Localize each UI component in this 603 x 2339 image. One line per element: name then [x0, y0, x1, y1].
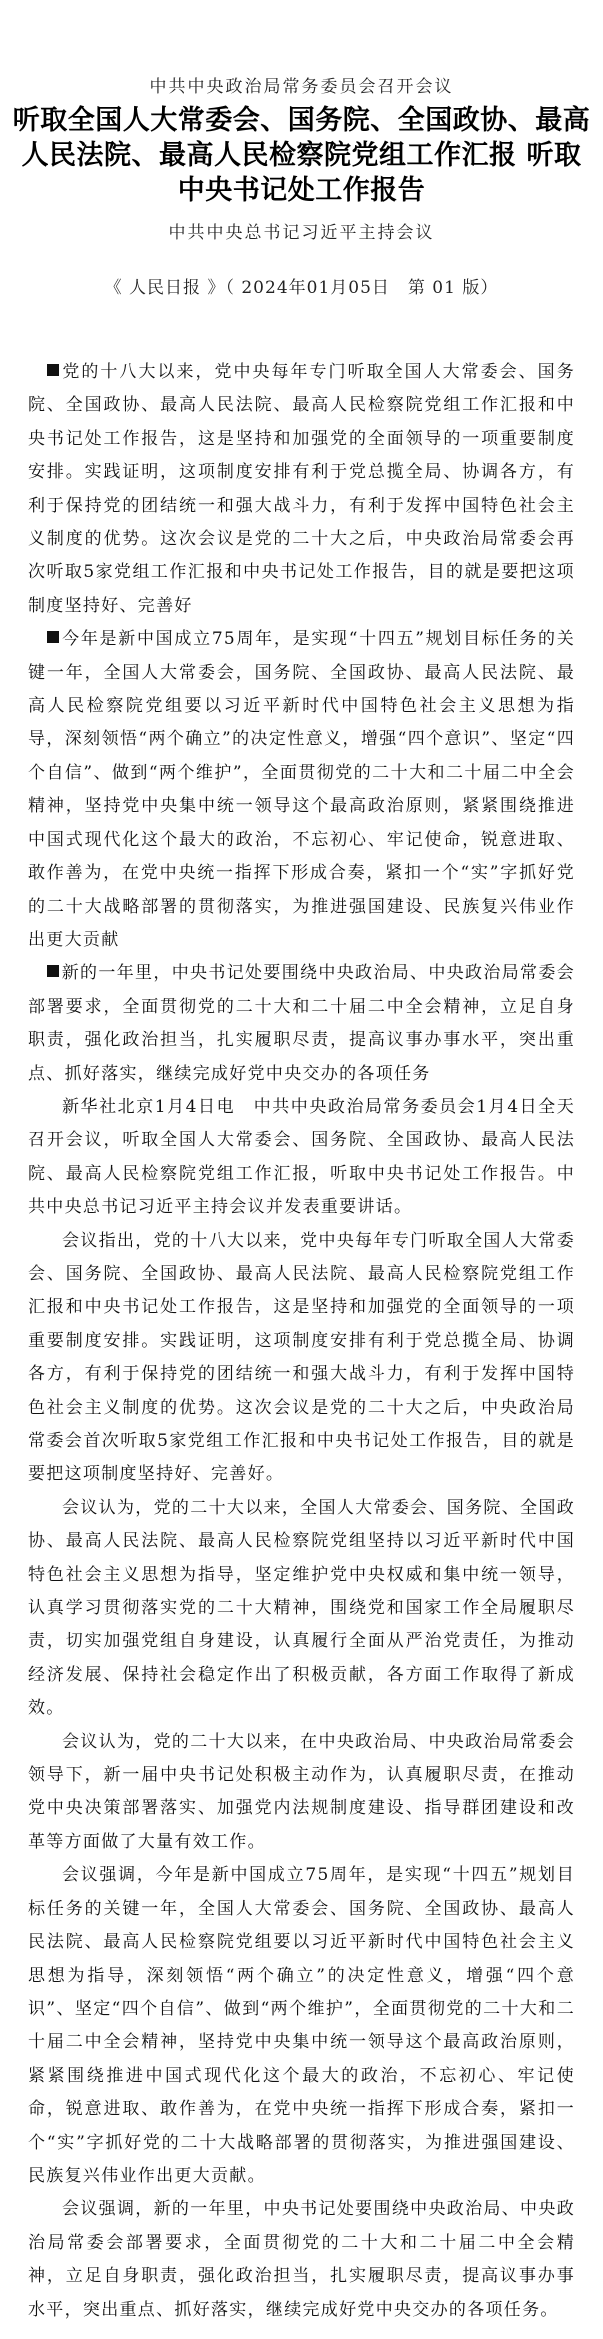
article-source: 《 人民日报 》（ 2024年01月05日 第 01 版）: [104, 278, 499, 298]
summary-text: 新的一年里，中央书记处要围绕中央政治局、中央政治局常委会部署要求，全面贯彻党的二十大和二十届二中全会精神，立足自身职责，强化政治担当，扎实履职尽责，提高议事办事水平，突出重点、抓好落实，继续完成好党中央交办的各项任务: [28, 963, 575, 1084]
body-paragraph: 会议强调，今年是新中国成立75周年，是实现“十四五”规划目标任务的关键一年，全国人大常委会、国务院、全国政协、最高人民法院、最高人民检察院党组要以习近平新时代中国特色社会主义思想为指导，深刻领悟“两个确立”的决定性意义，增强“四个意识”、坚定“四个自信”、做到“两个维护”，全面贯彻党的二十大和二十届二中全会精神，坚持党中央集中统一领导这个最高政治原则，紧紧围绕推进中国式现代化这个最大的政治，不忘初心、牢记使命，锐意进取、敢作善为，在党中央统一指挥下形成合奏，紧扣一个“实”字抓好党的二十大战略部署的贯彻落实，为推进强国建设、民族复兴伟业作出更大贡献。: [28, 1865, 575, 2186]
summary-text: 党的十八大以来，党中央每年专门听取全国人大常委会、国务院、全国政协、最高人民法院、最高人民检察院党组工作汇报和中央书记处工作报告，这是坚持和加强党的全面领导的一项重要制度安排。实践证明，这项制度安排有利于党总揽全局、协调各方，有利于保持党的团结统一和强大战斗力，有利于发挥中国特色社会主义制度的优势。这次会议是党的二十大之后，中央政治局常委会再次听取5家党组工作汇报和中央书记处工作报告，目的就是要把这项制度坚持好、完善好: [28, 362, 575, 616]
body-paragraph: 会议指出，党的十八大以来，党中央每年专门听取全国人大常委会、国务院、全国政协、最高人民法院、最高人民检察院党组工作汇报和中央书记处工作报告，这是坚持和加强党的全面领导的一项重要制度安排。实践证明，这项制度安排有利于党总揽全局、协调各方，有利于保持党的团结统一和强大战斗力，有利于发挥中国特色社会主义制度的优势。这次会议是党的二十大之后，中央政治局常委会首次听取5家党组工作汇报和中央书记处工作报告，目的就是要把这项制度坚持好、完善好。: [28, 1230, 575, 1485]
summary-item: [28, 957, 575, 1091]
body-paragraph: 会议强调，新的一年里，中央书记处要围绕中央政治局、中央政治局常委会部署要求，全面贯彻党的二十大和二十届二中全会精神，立足自身职责，强化政治担当，扎实履职尽责，提高议事办事水平，突出重点、抓好落实，继续完成好党中央交办的各项任务。: [28, 2199, 575, 2320]
body-paragraph: 会议认为，党的二十大以来，在中央政治局、中央政治局常委会领导下，新一届中央书记处积极主动作为，认真履职尽责，在推动党中央决策部署落实、加强党内法规制度建设、指导群团建设和改革等方面做了大量有效工作。: [28, 1731, 575, 1852]
article-subhead: 中共中央总书记习近平主持会议: [168, 223, 435, 243]
summary-item: [28, 356, 575, 623]
article-headline: 听取全国人大常委会、国务院、全国政协、最高人民法院、最高人民检察院党组工作汇报 听取中央书记处工作报告: [12, 105, 591, 206]
summary-text: 今年是新中国成立75周年，是实现“十四五”规划目标任务的关键一年，全国人大常委会，国务院、全国政协、最高人民法院、最高人民检察院党组要以习近平新时代中国特色社会主义思想为指导，深刻领悟“两个确立”的决定性意义，增强“四个意识”、坚定“四个自信”、做到“两个维护”，全面贯彻党的二十大和二十届二中全会精神，坚持党中央集中统一领导这个最高政治原则，紧紧围绕推进中国式现代化这个最大的政治，不忘初心、牢记使命，锐意进取、敢作善为，在党中央统一指挥下形成合奏，紧扣一个“实”字抓好党的二十大战略部署的贯彻落实，为推进强国建设、民族复兴伟业作出更大贡献: [28, 629, 575, 950]
article-body: [28, 356, 575, 2327]
square-bullet-icon: [47, 965, 59, 977]
body-paragraph: 新华社北京1月4日电 中共中央政治局常务委员会1月4日全天召开会议，听取全国人大常委会、国务院、全国政协、最高人民法院、最高人民检察院党组工作汇报，听取中央书记处工作报告。中共中央总书记习近平主持会议并发表重要讲话。: [28, 1096, 575, 1218]
square-bullet-icon: [47, 631, 59, 643]
square-bullet-icon: [47, 364, 59, 376]
article-page: [0, 72, 603, 2339]
article-kicker: 中共中央政治局常务委员会召开会议: [149, 77, 454, 97]
body-paragraph: 会议认为，党的二十大以来，全国人大常委会、国务院、全国政协、最高人民法院、最高人民检察院党组坚持以习近平新时代中国特色社会主义思想为指导，坚定维护党中央权威和集中统一领导，认真学习贯彻落实党的二十大精神，围绕党和国家工作全局履职尽责，切实加强党组自身建设，认真履行全面从严治党责任，为推动经济发展、保持社会稳定作出了积极贡献，各方面工作取得了新成效。: [28, 1497, 575, 1719]
summary-item: [28, 623, 575, 957]
